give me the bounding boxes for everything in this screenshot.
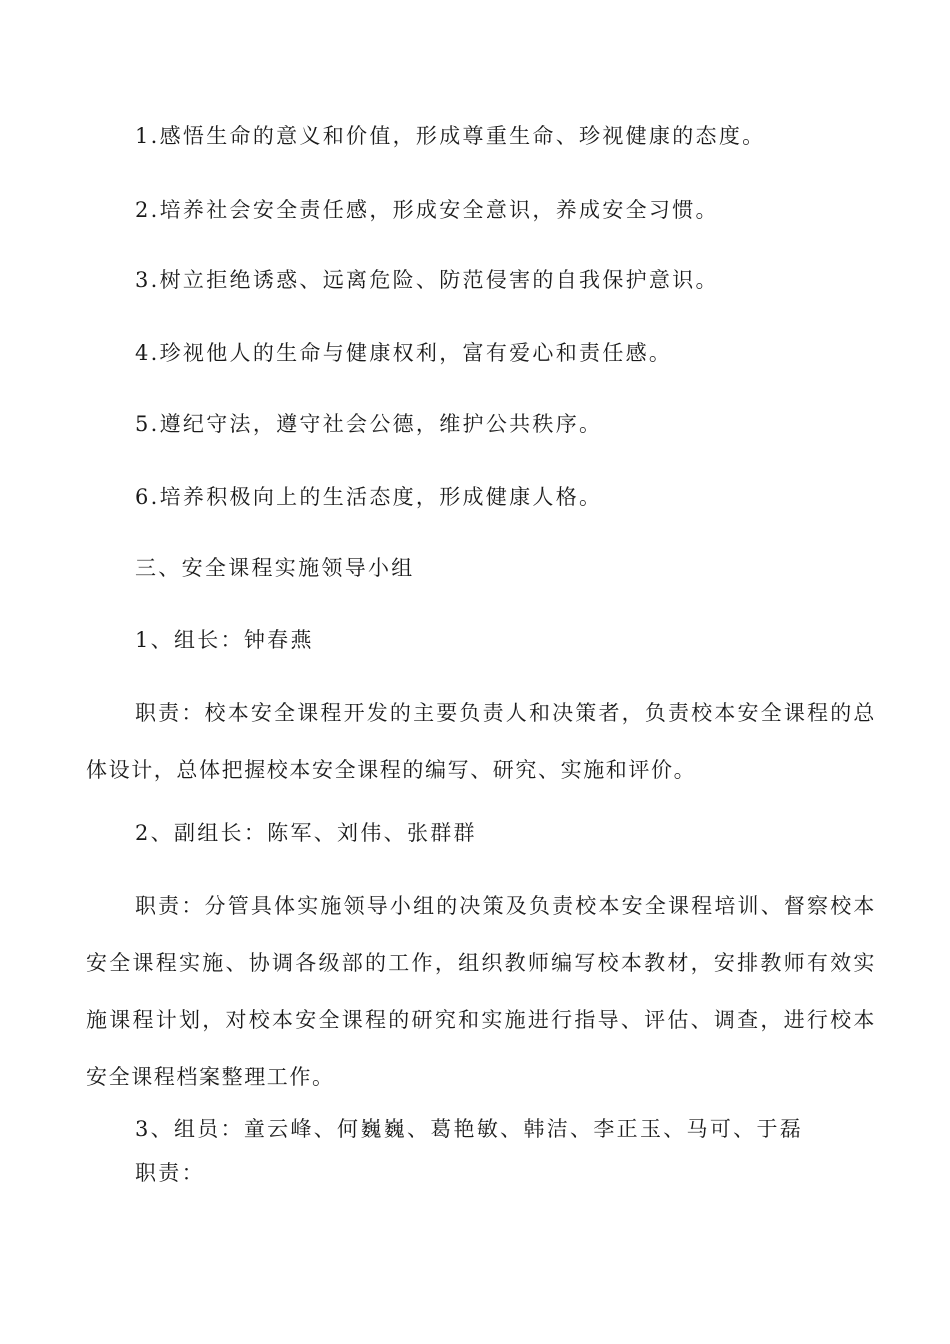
objective-item-5: 5.遵纪守法，遵守社会公德，维护公共秩序。 [135,412,603,436]
objective-item-6: 6.培养积极向上的生活态度，形成健康人格。 [135,485,603,509]
members-duty-line: 职责： [135,1161,205,1185]
objective-item-1: 1.感悟生命的意义和价值，形成尊重生命、珍视健康的态度。 [135,124,766,148]
section-heading: 三、安全课程实施领导小组 [135,556,415,580]
leader-line: 1、组长：钟春燕 [135,628,314,652]
members-line: 3、组员：童云峰、何巍巍、葛艳敏、韩洁、李正玉、马可、于磊 [135,1117,804,1141]
deputy-line: 2、副组长：陈军、刘伟、张群群 [135,821,477,845]
objective-item-2: 2.培养社会安全责任感，形成安全意识，养成安全习惯。 [135,198,719,222]
objective-item-4: 4.珍视他人的生命与健康权利，富有爱心和责任感。 [135,341,673,365]
objective-item-3: 3.树立拒绝诱惑、远离危险、防范侵害的自我保护意识。 [135,268,719,292]
leader-duty-paragraph: 职责：校本安全课程开发的主要负责人和决策者，负责校本安全课程的总体设计，总体把握校本安全课程的编写、研究、实施和评价。 [86,701,876,782]
deputy-duty-paragraph: 职责：分管具体实施领导小组的决策及负责校本安全课程培训、督察校本安全课程实施、协调各级部的工作，组织教师编写校本教材，安排教师有效实施课程计划，对校本安全课程的研究和实施进行指导、评估、调查，进行校本安全课程档案整理工作。 [86,894,876,1089]
